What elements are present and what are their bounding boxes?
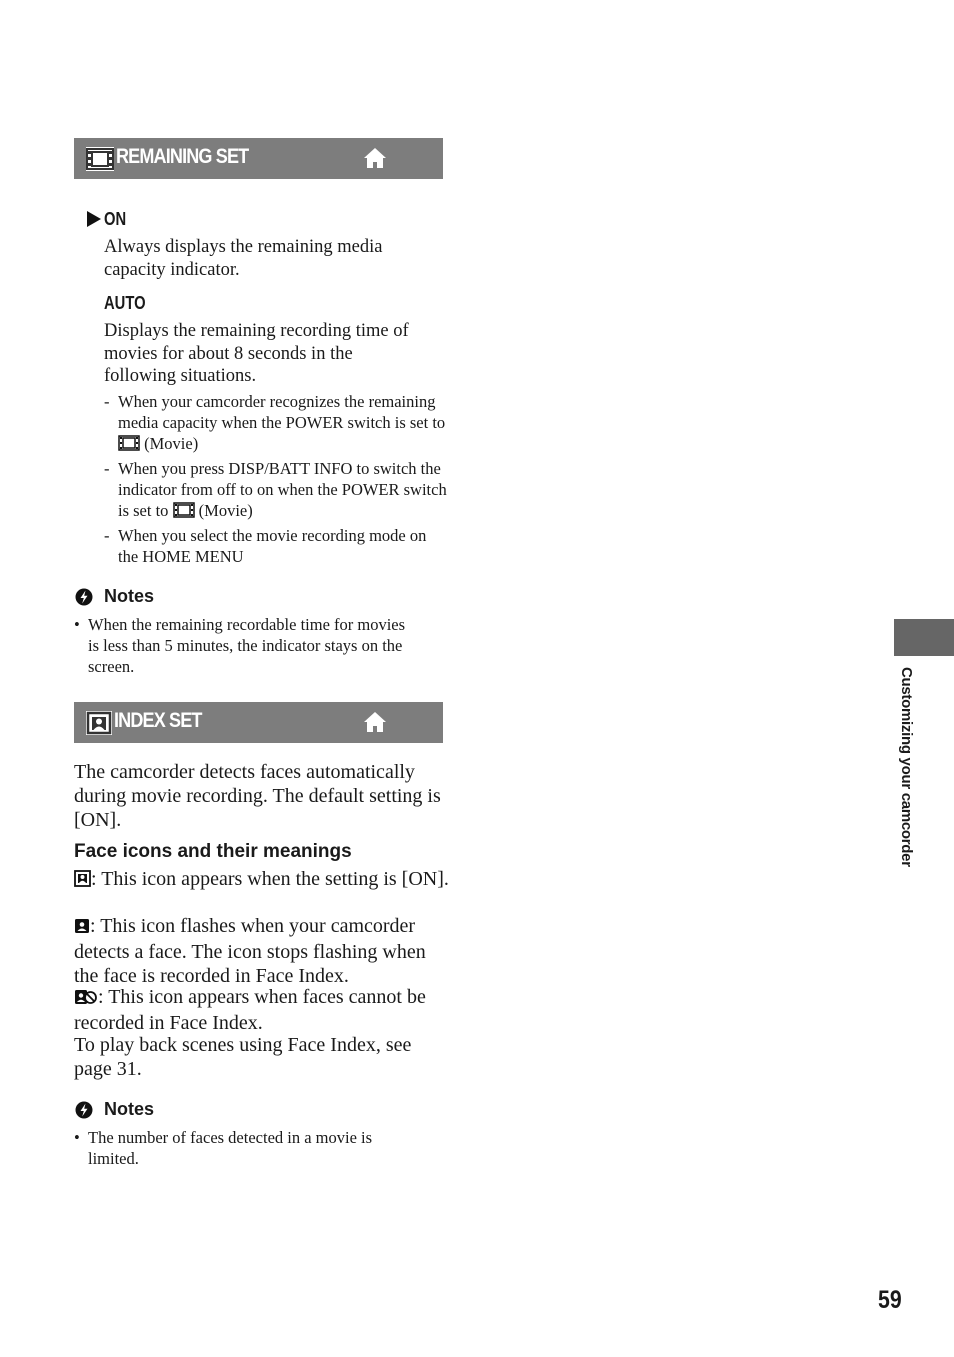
notes-bullet: • (74, 615, 80, 634)
option-on-description: Always displays the remaining media capacity indicator. (104, 237, 383, 280)
index-set-title: INDEX SET (114, 709, 202, 732)
option-on-label: ON (104, 209, 127, 229)
remaining-set-title: REMAINING SET (116, 145, 249, 168)
notes-caution-icon (75, 1101, 93, 1119)
movie-mode-icon (173, 502, 195, 523)
face-icon-item-text: : This icon flashes when your camcorder detects a face. The icon stops flashing when the face is recorded in Face Index. (74, 915, 426, 987)
index-set-header (74, 702, 443, 743)
situation-text-suffix: (Movie) (194, 501, 253, 520)
note-text: When the remaining recordable time for movies is less than 5 minutes, the indicator stays on the screen. (88, 615, 406, 676)
situation-text: When you press DISP/BATT INFO to switch the indicator from off to on when the POWER switch is set to (118, 459, 447, 520)
notes-caution-icon (75, 588, 93, 606)
situation-text-suffix: (Movie) (140, 434, 199, 453)
home-icon (363, 147, 387, 169)
page-number: 59 (878, 1286, 902, 1314)
chapter-tab (894, 619, 954, 656)
remaining-set-header (74, 138, 443, 179)
face-cannot-record-icon (74, 987, 98, 1011)
notes-heading: Notes (104, 1099, 155, 1119)
option-auto-label: AUTO (104, 293, 146, 313)
situation-text: When you select the movie recording mode on the HOME MENU (118, 526, 427, 566)
face-icon-item-text: : This icon appears when the setting is [ON]. (91, 868, 449, 890)
option-auto-description: Displays the remaining recording time of movies for about 8 seconds in the following situations. (104, 321, 409, 386)
face-icon-item (74, 867, 449, 893)
situation-text: When your camcorder recognizes the remaining media capacity when the POWER switch is set to (118, 392, 446, 432)
face-icon-item (74, 914, 449, 988)
notes-bullet: • (74, 1128, 80, 1147)
face-index-icon (86, 711, 112, 735)
note-text: The number of faces detected in a movie is limited. (88, 1128, 373, 1168)
chapter-label (895, 667, 917, 877)
face-detect-flash-icon (74, 916, 90, 940)
playback-reference: To play back scenes using Face Index, see page 31. (74, 1034, 412, 1080)
index-set-intro: The camcorder detects faces automatically during movie recording. The default setting is [ON]. (74, 761, 441, 831)
face-icon-item-text: : This icon appears when faces cannot be recorded in Face Index. (74, 986, 426, 1034)
movie-film-icon (86, 147, 114, 171)
chapter-label-text: Customizing your camcorder (898, 667, 915, 867)
movie-mode-icon (118, 435, 140, 456)
face-icon-item (74, 985, 449, 1035)
face-icons-heading: Face icons and their meanings (74, 841, 352, 862)
notes-heading: Notes (104, 586, 155, 606)
face-index-on-icon (74, 869, 91, 893)
home-icon (363, 711, 387, 733)
default-marker-icon (86, 210, 102, 228)
